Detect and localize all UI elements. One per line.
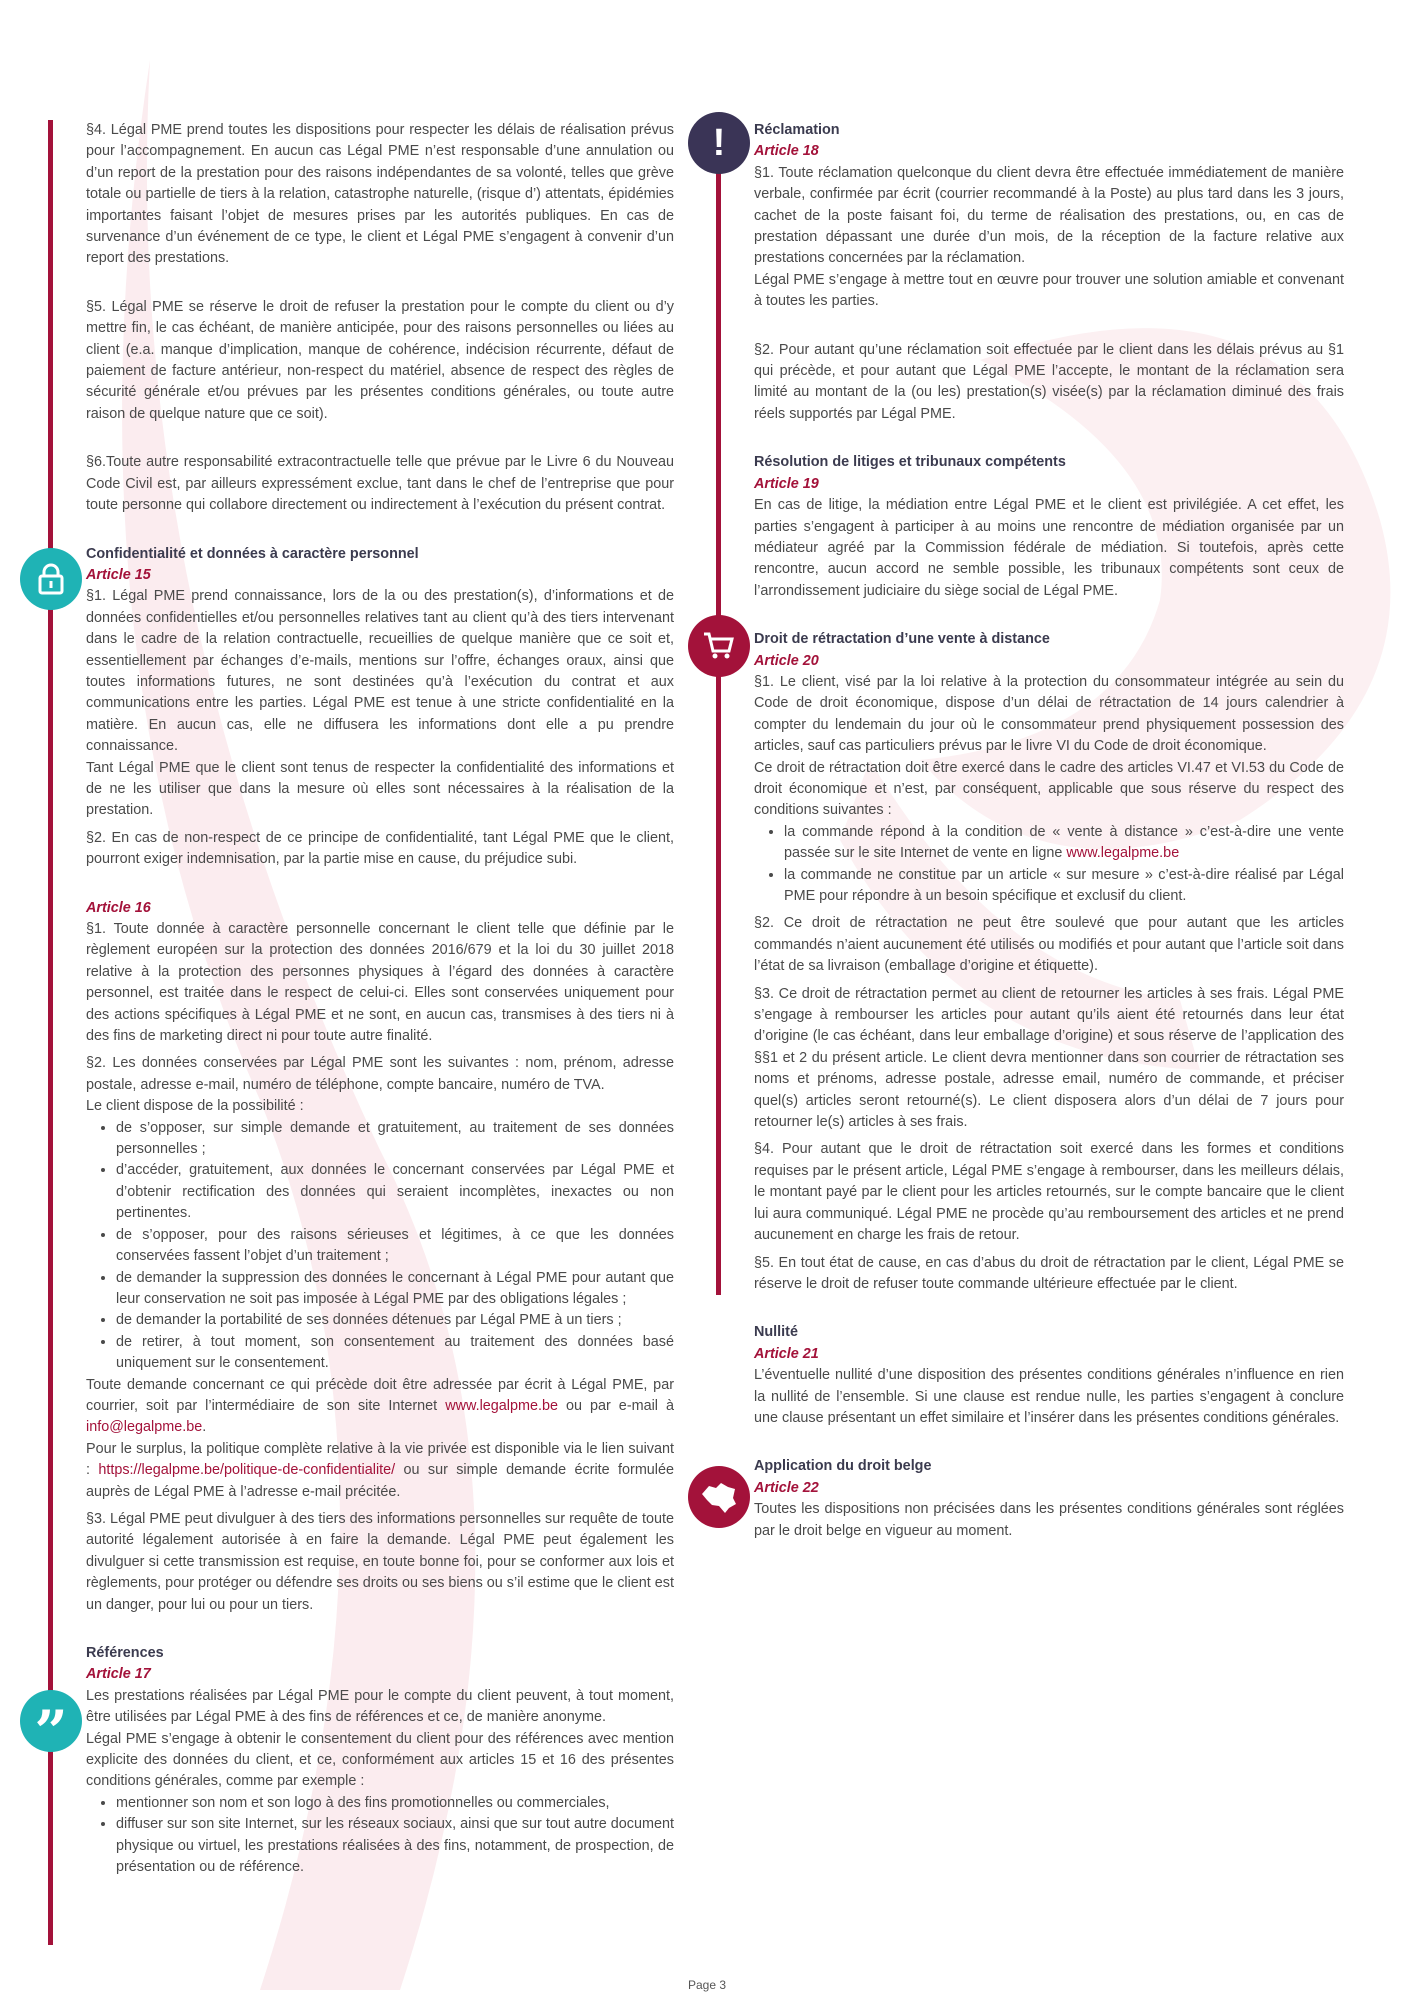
text: . <box>202 1419 207 1436</box>
paragraph-6: §6.Toute autre responsabilité extracontractuelle telle que prévue par le Livre 6 du Nouveau Code Civil est, par ailleurs expressément exclue, tant dans le chef de l’entreprise que pour toute personne qui collabore directement ou indirectement à l’exécution du présent contrat. <box>86 454 674 514</box>
paragraph: §1. Légal PME prend connaissance, lors de la ou des prestation(s), d’informations et de données confidentielles et/ou personnelles relatives tant au client qu’à des tiers intervenant dans le cadre de la relation contractuelle, recueillies de quelque manière que ce soit et, essentiellement par échanges d’e-mails, mentions sur l’offre, échanges oraux, ainsi que toutes informations futures, ne sont destinées qu’à l’exécution du contrat et aux communications entre les parties. Légal PME est tenue à une stricte confidentialité en la matière. En aucun cas, elle ne diffusera les informations dont elle a pu prendre connaissance. <box>86 588 674 755</box>
paragraph: §2. Pour autant qu’une réclamation soit effectuée par le client dans les délais prévus au §1 qui précède, et pour autant que Légal PME l’accepte, le montant de la réclamation sera limité au montant de la (ou les) prestation(s) visée(s) par la réclamation diminué des frais réels supportés par Légal PME. <box>754 341 1344 422</box>
email-link[interactable]: info@legalpme.be <box>86 1419 203 1436</box>
paragraph-4: §4. Légal PME prend toutes les dispositions pour respecter les délais de réalisation prévus pour l’accompagnement. En aucun cas Légal PME n’est responsable d’une annulation ou d’un report de la prestation pour des raisons indépendantes de sa volonté, telles que grève totale ou partielle de tiers à la relation, catastrophe naturelle, (risque d’) attentats, épidémies importantes faisant l’objet de mesures prises par les autorités publiques. En cas de survenance d’un événement de ce type, le client et Légal PME s’engagent à convenir d’un report des prestations. <box>86 122 674 267</box>
section-title: Application du droit belge <box>754 1458 932 1475</box>
section-title: Références <box>86 1645 164 1661</box>
quote-icon: ” <box>20 1690 82 1752</box>
list-item: • de s’opposer, pour des raisons sérieuses et légitimes, à ce que les données conservées fassent l’objet d’un traitement ; <box>116 1225 674 1268</box>
left-column <box>86 120 674 1884</box>
list-item <box>784 822 1344 865</box>
article-label: Article 15 <box>86 566 151 583</box>
page-number: Page 3 <box>687 1978 727 1992</box>
text: ou par e-mail à <box>566 1397 674 1414</box>
paragraph: Légal PME s’engage à mettre tout en œuvre pour trouver une solution amiable et convenant à toutes les parties. <box>754 271 1344 310</box>
list-item: • diffuser sur son site Internet, sur les réseaux sociaux, ainsi que sur tout autre document physique ou virtuel, les prestations réalisées à des fins, notamment, de prospection, de présentation ou de référence. <box>116 1814 674 1878</box>
paragraph: §3. Ce droit de rétractation permet au client de retourner les articles à ses frais. Légal PME s’engage à rembourser les articles pour autant qu’ils aient été retournés dans leur état d’origine (le cas échéant, dans leur emballage d’origine) et sous réserve de l’application des §§1 et 2 du présent article. Le client devra mentionner dans son courrier de rétractation ses noms et prénoms, adresse postale, adresse email, numéro de commande, et préciser quel(s) articles seront retourné(s). Le client disposera alors d’un délai de 7 jours pour retourner le(s) articles à ses frais. <box>754 985 1344 1131</box>
contact-paragraph <box>86 1375 674 1439</box>
paragraph: §1. Le client, visé par la loi relative à la protection du consommateur intégrée au sein du Code de droit économique, dispose d’un délai de rétractation de 14 jours calendrier à compter du lendemain du jour où le consommateur prend physiquement possession des articles, sauf cas particuliers prévus par le livre VI du Code de droit économique. <box>754 673 1344 755</box>
list-item: • de demander la suppression des données le concernant à Légal PME pour autant que leur conservation ne soit pas imposée à Légal PME par des obligations légales ; <box>116 1268 674 1311</box>
section-article-16 <box>86 898 674 1616</box>
article-label: Article 18 <box>754 143 819 160</box>
list-item: • de s’opposer, sur simple demande et gratuitement, au traitement de ses données personnelles ; <box>116 1118 674 1161</box>
website-link[interactable]: www.legalpme.be <box>445 1397 558 1414</box>
conditions-list <box>754 822 1344 908</box>
belgium-map-icon <box>688 1466 750 1528</box>
paragraph: §2. En cas de non-respect de ce principe de confidentialité, tant Légal PME que le client, pourront exiger indemnisation, par la partie mise en cause, du préjudice subi. <box>86 829 674 868</box>
article-label: Article 22 <box>754 1479 819 1496</box>
paragraph: §3. Légal PME peut divulguer à des tiers des informations personnelles sur requête de toute autorité légalement autorisée à en faire la demande. Légal PME peut également les divulguer si cette transmission est requise, en toute bonne foi, pour se conformer aux lois et règlements, pour protéger ou défendre ses droits ou ses biens ou s’il estime que le client est un danger, pour lui ou pour un tiers. <box>86 1510 674 1613</box>
section-title: Droit de rétractation d’une vente à distance <box>754 631 1050 648</box>
paragraph: §2. Les données conservées par Légal PME sont les suivantes : nom, prénom, adresse postale, adresse e-mail, numéro de téléphone, compte bancaire, numéro de TVA. <box>86 1055 674 1093</box>
section-reclamation <box>754 120 1344 425</box>
section-title: Réclamation <box>754 122 840 138</box>
section-droit-belge <box>754 1456 1344 1542</box>
text: ou sur simple demande écrite formulée auprès de Légal PME à l’adresse e-mail précitée. <box>86 1462 675 1500</box>
paragraph: L’éventuelle nullité d’une disposition des présentes conditions générales n’influence en rien la nullité de l’ensemble. Si une clause est rendue nulle, les parties s’engagent à conclure une clause présentant un effet similaire et l’insérer dans les présentes conditions générales. <box>754 1367 1344 1426</box>
list-item: • la commande ne constitue par un article « sur mesure » c’est-à-dire réalisé par Légal PME pour répondre à un besoin spécifique et exclusif du client. <box>784 865 1344 908</box>
paragraph: §4. Pour autant que le droit de rétractation soit exercé dans les formes et conditions requises par le présent article, Légal PME s’engage à rembourser, dans les meilleurs délais, le montant payé par le client pour les articles retournés, sur le compte bancaire que le client lui aura communiqué. Légal PME ne procède qu’au remboursement des articles et ne prend aucunement en charge les frais de retour. <box>754 1141 1344 1244</box>
exclamation-icon: ! <box>688 112 750 174</box>
article-label: Article 17 <box>86 1666 151 1683</box>
rights-list <box>86 1118 674 1375</box>
paragraph: Toutes les dispositions non précisées dans les présentes conditions générales sont réglées par le droit belge en vigueur au moment. <box>754 1501 1344 1539</box>
paragraph: Ce droit de rétractation doit être exercé dans le cadre des articles VI.47 et VI.53 du Code de droit économique et n’est, par conséquent, applicable que sous réserve du respect des conditions suivantes : <box>754 759 1344 819</box>
section-title: Confidentialité et données à caractère personnel <box>86 545 419 562</box>
right-column <box>754 120 1344 1548</box>
paragraph: §5. En tout état de cause, en cas d’abus du droit de rétractation par le client, Légal PME se réserve le droit de refuser toute commande ultérieure effectuée par le client. <box>754 1254 1344 1292</box>
privacy-paragraph <box>86 1439 674 1503</box>
list-item: • d’accéder, gratuitement, aux données le concernant conservées par Légal PME et d’obtenir rectification des données qui seraient incomplètes, inexactes ou non pertinentes. <box>116 1160 674 1224</box>
paragraph-5: §5. Légal PME se réserve le droit de refuser la prestation pour le compte du client ou d’y mettre fin, le cas échéant, de manière anticipée, pour des raisons personnelles ou liées au client (e.a. manque d’implication, manque de cohérence, indécision récurrente, défaut de paiement de facture antérieur, non-respect du matériel, absence de respect des règles de sécurité générale et/ou prévues par les présentes conditions générales, ou toute autre raison de quelque nature que ce soit). <box>86 298 674 422</box>
paragraph: Le client dispose de la possibilité : <box>86 1098 304 1115</box>
cart-icon <box>688 615 750 677</box>
references-list <box>86 1793 674 1879</box>
paragraph: Les prestations réalisées par Légal PME pour le compte du client peuvent, à tout moment, être utilisées par Légal PME à des fins de références et ce, de manière anonyme. <box>86 1687 674 1726</box>
website-link[interactable]: www.legalpme.be <box>1066 845 1180 862</box>
left-timeline-line <box>48 120 53 1945</box>
text: Toute demande concernant ce qui précède doit être adressée par écrit à Légal PME, par courrier, soit par l’intermédiaire de son site Internet <box>86 1376 674 1414</box>
section-confidentialite <box>86 544 674 871</box>
article-label: Article 19 <box>754 475 819 492</box>
paragraph: En cas de litige, la médiation entre Légal PME et le client est privilégiée. A cet effet, les parties s’engagent à participer à au moins une rencontre de médiation organisée par un médiateur agréé par la Commission fédérale de médiation. Si toutefois, après cette rencontre, aucun accord ne semble possible, les tribunaux compétents sont ceux de l’arrondissement judiciaire du siège social de Légal PME. <box>754 497 1344 599</box>
paragraph: §1. Toute donnée à caractère personnelle concernant le client telle que définie par le règlement européen sur la protection des données 2016/679 et la loi du 30 juillet 2018 relative à la protection des personnes physiques à l’égard des données à caractère personnel, est traitée dans le respect de celui-ci. Elles sont conservées uniquement pour des actions spécifiques à Légal PME et ne sont, en aucun cas, transmises à des tiers ni à des fins de marketing direct ni pour toute autre finalité. <box>86 921 674 1045</box>
text: la commande répond à la condition de « vente à distance » c’est-à-dire une vente passée sur le site Internet de vente en ligne <box>784 823 1344 862</box>
paragraph: §2. Ce droit de rétractation ne peut être soulevé que pour autant que les articles commandés n’aient aucunement été utilisés ou modifiés et pour autant que l’article soit dans l’état de sa livraison (emballage d’origine et étiquette). <box>754 915 1344 975</box>
paragraph: Légal PME s’engage à obtenir le consentement du client pour des références avec mention explicite des données du client, et ce, conformément aux articles 15 et 16 des présentes conditions générales, comme par exemple : <box>86 1730 674 1790</box>
section-litiges <box>754 452 1344 602</box>
list-item: • mentionner son nom et son logo à des fins promotionnelles ou commerciales, <box>116 1793 674 1814</box>
article-label: Article 20 <box>754 652 819 669</box>
list-item: • de demander la portabilité de ses données détenues par Légal PME à un tiers ; <box>116 1310 674 1331</box>
privacy-policy-link[interactable]: https://legalpme.be/politique-de-confidentialite/ <box>98 1462 396 1479</box>
text: Pour le surplus, la politique complète relative à la vie privée est disponible via le lien suivant : <box>86 1440 674 1479</box>
section-nullite <box>754 1322 1344 1429</box>
section-title: Résolution de litiges et tribunaux compétents <box>754 454 1066 471</box>
list-item: • de retirer, à tout moment, son consentement au traitement des données basé uniquement sur le consentement. <box>116 1332 674 1375</box>
paragraph: Tant Légal PME que le client sont tenus de respecter la confidentialité des informations et de ne les utiliser que dans la mesure où elles sont nécessaires à la réalisation de la prestation. <box>86 759 674 819</box>
article-label: Article 21 <box>754 1345 819 1362</box>
article-label: Article 16 <box>86 899 151 916</box>
lock-icon <box>20 548 82 610</box>
section-title: Nullité <box>754 1324 798 1341</box>
paragraph: §1. Toute réclamation quelconque du client devra être effectuée immédiatement de manière verbale, confirmée par écrit (courrier recommandé à la Poste) au plus tard dans les 3 jours, cachet de la poste faisant foi, du terme de réalisation des prestations, ou, en cas de prestation dépassant une durée d’un mois, de la réception de la facture relative aux prestations concernées par la réclamation. <box>754 164 1344 267</box>
section-references <box>86 1643 674 1878</box>
right-timeline-line <box>716 120 721 1295</box>
section-retractation <box>754 629 1344 1295</box>
